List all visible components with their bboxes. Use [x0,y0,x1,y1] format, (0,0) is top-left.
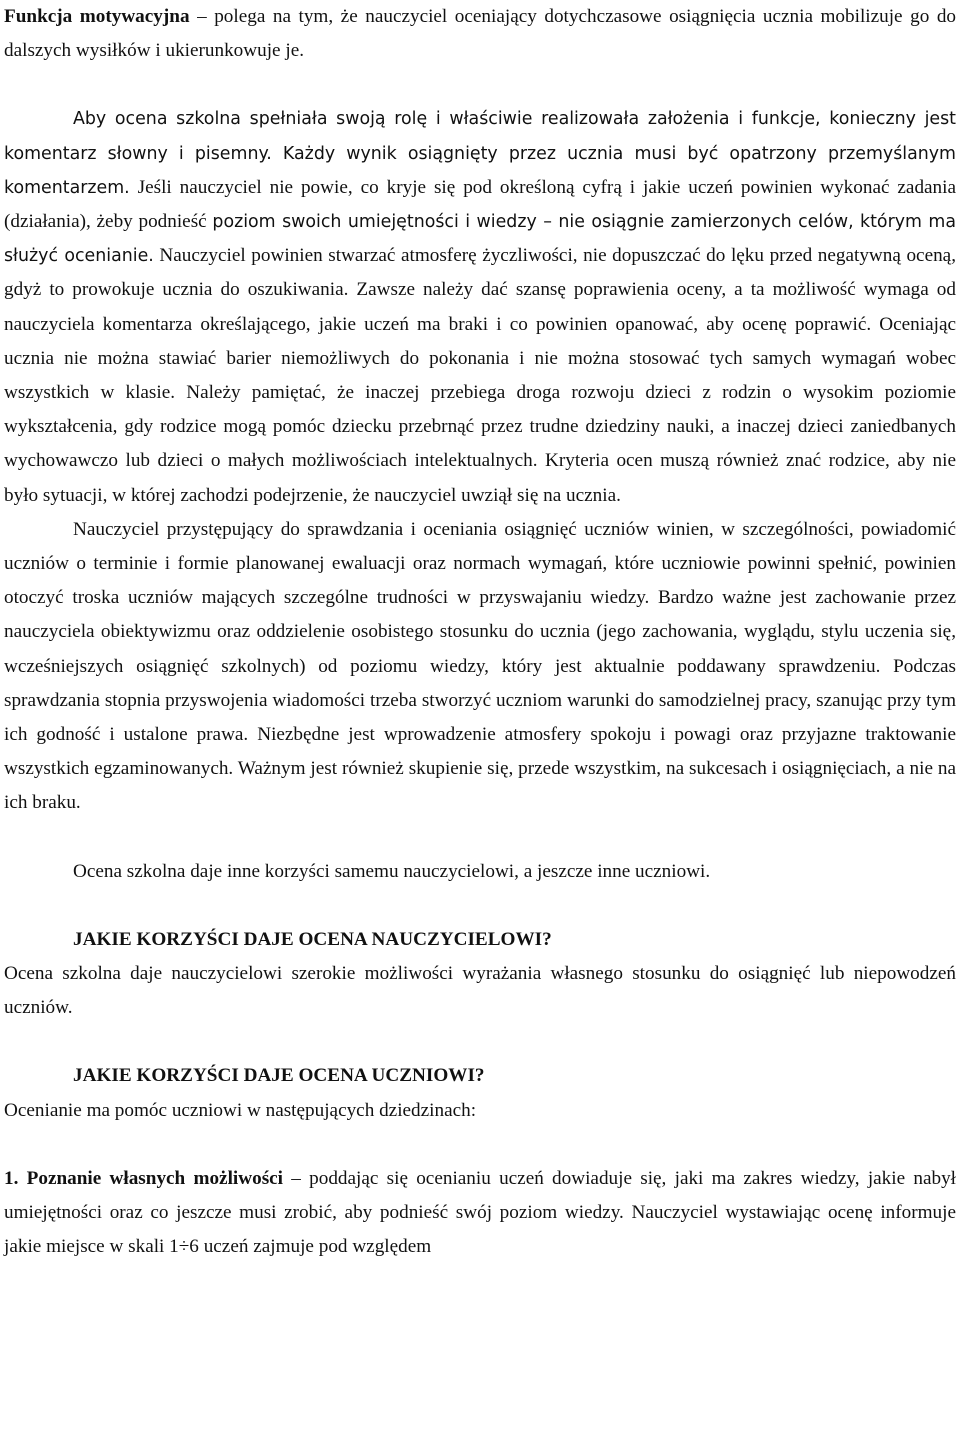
paragraph-benefits-intro: Ocena szkolna daje inne korzyści samemu nauczycielowi, a jeszcze inne uczniowi. [73,860,711,882]
term-know-own-abilities: 1. Poznanie własnych możliwości [4,1167,284,1189]
atmosphere-sentences: Nauczyciel powinien stwarzać atmosferę życzliwości, nie dopuszczać do lęku przed negatywną oceną, gdyż to prowokuje ucznia do oszukiwania. Zawsze należy dać szansę poprawienia oceny, a ta możliwość wymaga od nauczyciela komentarza określającego, jakie uczeń ma braki i co powinien opanować, aby ocenę poprawić. Oceniając ucznia nie można stawiać barier niemożliwych do pokonania i nie można stosować tych samych wymagań wobec wszystkich w klasie. Należy pamiętać, że inaczej przebiega droga rozwoju dzieci z rodzin o wysokim poziomie wykształcenia, gdy rodzice mogą pomóc dziecku przebrnąć przez trudne dziedziny nauki, a inaczej dzieci zaniedbanych wychowawczo lub dzieci o małych możliwościach intelektualnych. Kryteria ocen muszą również znać rodzice, aby nie było sytuacji, w której zachodzi podejrzenie, że nauczyciel uwziął się na ucznia. [4,245,956,506]
motivational-function-text: – polega na tym, że nauczyciel oceniający dotychczasowe osiągnięcia ucznia mobilizuje go do dalszych wysiłków i ukierunkowuje je. [4,6,957,62]
term-motivational-function: Funkcja motywacyjna [4,6,190,27]
heading-student-benefits: JAKIE KORZYŚCI DAJE OCENA UCZNIOWI? [73,1065,485,1087]
know-own-abilities-text: – poddając się ocenianiu uczeń dowiaduje się, jaki ma zakres wiedzy, jakie nabył umiejętności oraz co jeszcze musi zrobić, aby podnieść swój poziom wiedzy. Nauczyciel wystawiając ocenę informuje jakie miejsce w skali 1÷6 uczeń zajmuje pod względem [4,1167,957,1258]
comment-requirement-sentence: Aby ocena szkolna spełniała swoją rolę i właściwie realizowała założenia i funkcje, konieczny jest komentarz słowny i pisemny. Każdy wynik osiągnięty przez ucznia musi być opatrzony przemyślanym komentarzem. [4,109,956,198]
heading-teacher-benefits: JAKIE KORZYŚCI DAJE OCENA NAUCZYCIELOWI? [73,928,552,950]
skills-level-sentence: poziom swoich umiejętności i wiedzy – nie osiągnie zamierzonych celów, którym ma służyć ocenianie. [4,212,956,267]
paragraph-comment-requirement [4,102,956,512]
list-item-know-own-abilities [4,1162,956,1265]
document-page [4,0,956,1265]
paragraph-motivational-function [4,0,956,68]
paragraph-student-benefits-intro: Ocenianie ma pomóc uczniowi w następujących dziedzinach: [4,1099,477,1121]
paragraph-teacher-assessment: Nauczyciel przystępujący do sprawdzania i oceniania osiągnięć uczniów winien, w szczególności, powiadomić uczniów o terminie i formie planowanej ewaluacji oraz normach wymagań, które uczniowie powinni spełnić, powinien otoczyć troska uczniów mających szczególne trudności w przyswajaniu wiedzy. Bardzo ważne jest zachowanie przez nauczyciela obiektywizmu oraz oddzielenie osobistego stosunku do ucznia (jego zachowania, wyglądu, stylu uczenia się, wcześniejszych osiągnięć szkolnych) od poziomu wiedzy, który jest aktualnie poddawany sprawdzeniu. Podczas sprawdzania stopnia przyswojenia wiadomości trzeba stworzyć uczniom warunki do samodzielnej pracy, szanując przy tym ich godność i ustalone prawa. Niezbędne jest wprowadzenie atmosfery spokoju i powagi oraz przyjazne traktowanie wszystkich egzaminowanych. Ważnym jest również skupienie się, przede wszystkim, na sukcesach i osiągnięciach, a nie na ich braku. [4,518,956,814]
paragraph-teacher-benefits: Ocena szkolna daje nauczycielowi szerokie możliwości wyrażania własnego stosunku do osiągnięć lub niepowodzeń uczniów. [4,963,956,1019]
teacher-explanation-sentence: Jeśli nauczyciel nie powie, co kryje się pod określoną cyfrą i jakie uczeń powinien wykonać zadania (działania), żeby podnieść [4,176,956,233]
